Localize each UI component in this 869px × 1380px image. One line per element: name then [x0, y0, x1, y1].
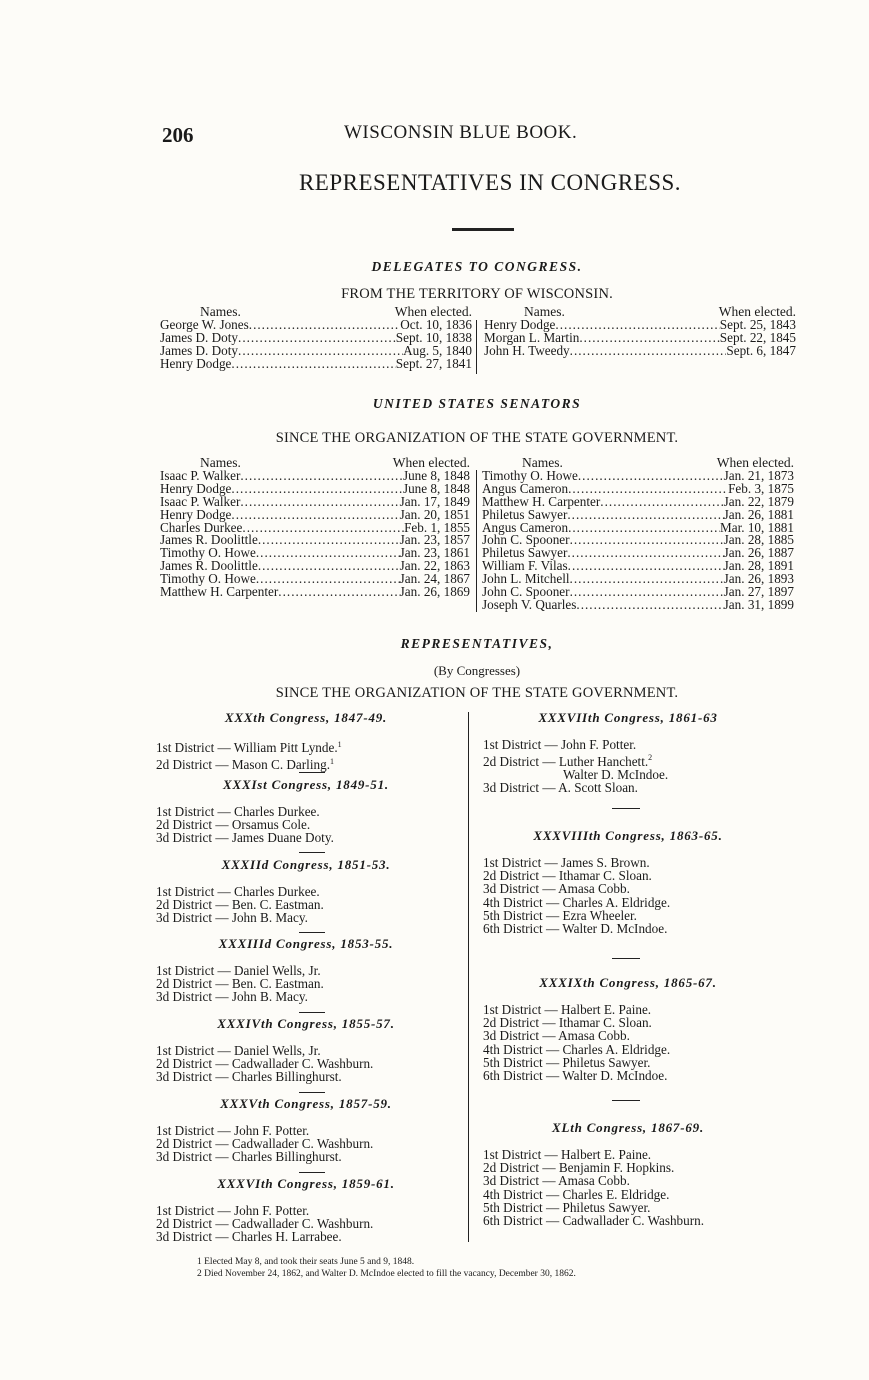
district-entry: 2d District — Ben. C. Eastman. — [156, 976, 324, 992]
entry-name: James D. Doty — [160, 342, 239, 358]
block-separator — [299, 772, 325, 773]
district-list — [483, 1003, 670, 1082]
district-entry: 2d District — Cadwallader C. Washburn. — [156, 1216, 374, 1232]
district-entry: 1st District — Daniel Wells, Jr. — [156, 1043, 321, 1058]
entry-date: Feb. 1, 1855 — [404, 519, 470, 535]
district-entry: 1st District — John F. Potter. — [156, 1203, 310, 1218]
entry-name: James R. Doolittle — [160, 532, 258, 548]
district-list — [156, 964, 324, 1004]
district-entry: 2d District — Cadwallader C. Washburn. — [156, 1056, 374, 1072]
column-divider — [476, 470, 477, 612]
congress-heading: XXXth Congress, 1847-49. — [224, 710, 388, 725]
dot-leader — [555, 319, 719, 332]
delegates-right-column — [484, 306, 796, 358]
congress-heading: XXXIXth Congress, 1865-67. — [539, 975, 717, 990]
table-row — [483, 738, 668, 751]
table-row — [483, 781, 668, 794]
entry-name: Angus Cameron — [482, 480, 569, 496]
entry-date: Jan. 24, 1867 — [399, 571, 470, 587]
dot-leader — [258, 560, 400, 573]
table-row — [483, 1188, 704, 1201]
district-entry: 4th District — Charles A. Eldridge. — [483, 894, 671, 910]
table-row — [156, 1230, 373, 1243]
district-entry: 1st District — Halbert E. Paine. — [483, 1147, 652, 1162]
dot-leader — [576, 599, 723, 612]
district-entry: 2d District — Mason C. Darling. — [156, 756, 330, 772]
list-item — [160, 355, 472, 371]
footnote-marker: 1 — [337, 740, 342, 749]
entry-name: John L. Mitchell — [482, 571, 570, 587]
dot-leader — [238, 332, 396, 345]
district-entry: 3d District — Charles Billinghurst. — [156, 1149, 342, 1165]
senators-left-column — [160, 457, 470, 599]
footnote-2: 2 Died November 24, 1862, and Walter D. McIndoe elected to fill the vacancy, December 30, 1862. — [197, 1268, 576, 1279]
delegates-right-list — [484, 316, 796, 358]
entry-name: Henry Dodge — [484, 316, 556, 332]
entry-name: Morgan L. Martin — [484, 329, 580, 345]
entry-date: Jan. 28, 1885 — [723, 532, 794, 548]
senators-left-list — [160, 467, 470, 600]
congress-heading: XXXIst Congress, 1849-51. — [223, 777, 389, 792]
entry-date: Jan. 28, 1891 — [723, 558, 794, 574]
block-separator — [299, 932, 325, 933]
col-when-label: When elected. — [392, 455, 470, 470]
district-list — [483, 738, 668, 794]
district-entry: 1st District — Charles Durkee. — [156, 884, 320, 899]
table-row — [156, 738, 342, 755]
congress-heading: XXXIVth Congress, 1855-57. — [217, 1016, 395, 1031]
footnote-1: 1 Elected May 8, and took their seats June 5 and 9, 1848. — [197, 1257, 415, 1267]
entry-date: June 8, 1848 — [402, 480, 470, 496]
entry-name: Angus Cameron — [482, 519, 569, 535]
dot-leader — [249, 319, 400, 332]
col-when-label: When elected. — [716, 455, 794, 470]
column-divider — [476, 320, 477, 374]
block-separator — [612, 958, 640, 959]
district-entry: 6th District — Cadwallader C. Washburn. — [483, 1213, 705, 1229]
entry-name: John C. Spooner — [482, 532, 570, 548]
dot-leader — [567, 509, 723, 522]
page-title: REPRESENTATIVES IN CONGRESS. — [298, 170, 682, 195]
district-list — [156, 885, 324, 925]
column-divider — [468, 712, 469, 1242]
district-entry: 3d District — A. Scott Sloan. — [483, 780, 638, 795]
entry-name: Timothy O. Howe — [160, 545, 256, 561]
district-entry: 1st District — John F. Potter. — [156, 1123, 310, 1138]
table-row — [483, 1214, 704, 1227]
district-entry: 3d District — John B. Macy. — [156, 910, 308, 926]
table-row — [483, 1174, 704, 1187]
district-entry: 1st District — Daniel Wells, Jr. — [156, 963, 321, 978]
senators-heading: UNITED STATES SENATORS — [372, 396, 582, 411]
footnote-marker: 1 — [330, 756, 334, 766]
block-separator — [612, 1100, 640, 1101]
table-row — [483, 1043, 670, 1056]
entry-date: Jan. 27, 1897 — [723, 584, 794, 600]
congress-heading: XXXIId Congress, 1851-53. — [221, 857, 391, 872]
district-entry: 1st District — James S. Brown. — [483, 855, 650, 870]
block-separator — [299, 1092, 325, 1093]
list-item — [484, 342, 796, 358]
dot-leader — [570, 345, 727, 358]
entry-date: Jan. 22, 1879 — [723, 493, 794, 509]
district-entry: 3d District — James Duane Doty. — [156, 830, 334, 846]
dot-leader — [600, 496, 723, 509]
entry-name: Henry Dodge — [160, 480, 232, 496]
congress-heading: XXXVth Congress, 1857-59. — [220, 1096, 392, 1111]
district-entry: 2d District — Ithamar C. Sloan. — [483, 1015, 652, 1031]
dot-leader — [568, 560, 724, 573]
list-item — [482, 596, 794, 612]
district-list — [156, 1044, 373, 1084]
col-when-label: When elected. — [394, 304, 472, 319]
entry-name: Philetus Sawyer — [482, 545, 568, 561]
district-list — [156, 805, 334, 845]
entry-date: Jan. 31, 1899 — [723, 596, 794, 612]
delegates-heading: DELEGATES TO CONGRESS. — [371, 259, 583, 274]
entry-date: Feb. 3, 1875 — [728, 480, 794, 496]
district-entry: 5th District — Philetus Sawyer. — [483, 1054, 651, 1070]
entry-date: Sept. 10, 1838 — [395, 329, 472, 345]
district-entry: 5th District — Ezra Wheeler. — [483, 907, 637, 923]
block-separator — [612, 808, 640, 809]
district-entry: 3d District — Charles Billinghurst. — [156, 1069, 342, 1085]
representatives-subheading: SINCE THE ORGANIZATION OF THE STATE GOVERNMENT. — [275, 685, 679, 701]
dot-leader — [256, 547, 400, 560]
senators-subheading: SINCE THE ORGANIZATION OF THE STATE GOVERNMENT. — [275, 430, 679, 446]
entry-date: Sept. 6, 1847 — [726, 342, 796, 358]
delegates-subheading: FROM THE TERRITORY OF WISCONSIN. — [341, 286, 613, 302]
entry-name: Henry Dodge — [160, 506, 232, 522]
entry-name: John C. Spooner — [482, 584, 570, 600]
running-title: WISCONSIN BLUE BOOK. — [344, 122, 578, 143]
entry-name: Timothy O. Howe — [160, 571, 256, 587]
entry-name: James D. Doty — [160, 329, 239, 345]
table-row — [483, 896, 670, 909]
footnotes — [197, 1257, 576, 1280]
entry-date: Jan. 26, 1887 — [723, 545, 794, 561]
district-entry: 6th District — Walter D. McIndoe. — [483, 1068, 668, 1084]
entry-name: John H. Tweedy — [484, 342, 570, 358]
dot-leader — [240, 470, 403, 483]
congress-heading: XXXIIId Congress, 1853-55. — [218, 936, 394, 951]
dot-leader — [231, 358, 395, 371]
table-row — [156, 831, 334, 844]
entry-name: Matthew H. Carpenter — [482, 493, 601, 509]
dot-leader — [231, 509, 399, 522]
entry-date: Jan. 23, 1857 — [399, 532, 470, 548]
entry-date: June 8, 1848 — [402, 467, 470, 483]
district-entry: 3d District — John B. Macy. — [156, 989, 308, 1005]
block-separator — [299, 852, 325, 853]
district-entry: 4th District — Charles A. Eldridge. — [483, 1041, 671, 1057]
col-names-label: Names. — [200, 304, 241, 319]
district-entry: 1st District — Charles Durkee. — [156, 804, 320, 819]
district-entry: 2d District — Ithamar C. Sloan. — [483, 868, 652, 884]
table-row — [483, 751, 668, 768]
table-row — [156, 755, 342, 772]
district-entry: 2d District — Cadwallader C. Washburn. — [156, 1136, 374, 1152]
senators-right-column — [482, 457, 794, 612]
entry-name: Isaac P. Walker — [160, 493, 241, 509]
col-names-label: Names. — [522, 455, 563, 470]
dot-leader — [579, 332, 719, 345]
delegates-left-list — [160, 316, 472, 371]
congress-heading: XXXVIth Congress, 1859-61. — [217, 1176, 395, 1191]
entry-date: Sept. 25, 1843 — [719, 316, 796, 332]
district-entry: 6th District — Walter D. McIndoe. — [483, 921, 668, 937]
table-row — [483, 922, 670, 935]
entry-date: Jan. 26, 1893 — [723, 571, 794, 587]
dot-leader — [240, 496, 399, 509]
col-when-label: When elected. — [718, 304, 796, 319]
dot-leader — [238, 345, 403, 358]
entry-name: George W. Jones — [160, 316, 249, 332]
district-entry: 2d District — Ben. C. Eastman. — [156, 897, 324, 913]
district-entry: 1st District — John F. Potter. — [483, 737, 637, 752]
entry-date: Jan. 21, 1873 — [723, 467, 794, 483]
district-entry: 5th District — Philetus Sawyer. — [483, 1199, 651, 1215]
district-list — [156, 1124, 373, 1164]
dot-leader — [242, 522, 404, 535]
entry-name: Henry Dodge — [160, 355, 232, 371]
entry-name: Matthew H. Carpenter — [160, 584, 279, 600]
district-entry: 1st District — Halbert E. Paine. — [483, 1002, 652, 1017]
entry-date: Jan. 26, 1869 — [399, 584, 470, 600]
table-row — [483, 1029, 670, 1042]
district-list — [483, 856, 670, 935]
district-entry: 3d District — Amasa Cobb. — [483, 1028, 630, 1044]
delegates-left-column — [160, 306, 472, 371]
district-list — [483, 1148, 704, 1227]
entry-date: Jan. 22, 1863 — [399, 558, 470, 574]
entry-date: Sept. 27, 1841 — [395, 355, 472, 371]
table-row — [156, 990, 324, 1003]
page-number: 206 — [162, 123, 194, 147]
dot-leader — [258, 534, 400, 547]
block-separator — [299, 1012, 325, 1013]
list-item — [160, 586, 470, 599]
district-entry: 3d District — Amasa Cobb. — [483, 1173, 630, 1189]
entry-date: Mar. 10, 1881 — [720, 519, 794, 535]
district-entry: 3d District — Amasa Cobb. — [483, 881, 630, 897]
dot-leader — [570, 586, 724, 599]
senators-right-list — [482, 467, 794, 612]
dot-leader — [570, 573, 724, 586]
col-names-label: Names. — [200, 455, 241, 470]
entry-date: Oct. 10, 1836 — [400, 316, 472, 332]
entry-name: William F. Vilas — [482, 558, 568, 574]
entry-date: Jan. 26, 1881 — [723, 506, 794, 522]
entry-name: Timothy O. Howe — [482, 467, 578, 483]
entry-date: Jan. 20, 1851 — [399, 506, 470, 522]
district-entry: 2d District — Orsamus Cole. — [156, 817, 311, 833]
table-row — [483, 882, 670, 895]
entry-name: Philetus Sawyer — [482, 506, 568, 522]
dot-leader — [568, 522, 720, 535]
table-row — [156, 1070, 373, 1083]
entry-name: Charles Durkee — [160, 519, 243, 535]
entry-name: James R. Doolittle — [160, 558, 258, 574]
dot-leader — [578, 470, 724, 483]
footnote-marker: 2 — [648, 753, 653, 763]
district-entry: Walter D. McIndoe. — [563, 766, 669, 782]
entry-date: Aug. 5, 1840 — [403, 342, 472, 358]
district-entry: 2d District — Luther Hanchett. — [483, 753, 649, 769]
district-entry: 1st District — William Pitt Lynde. — [156, 740, 338, 756]
dot-leader — [567, 547, 723, 560]
entry-name: Joseph V. Quarles — [482, 596, 577, 612]
entry-date: Jan. 17, 1849 — [399, 493, 470, 509]
district-entry: 3d District — Charles H. Larrabee. — [156, 1229, 342, 1245]
congress-heading: XXXVIIIth Congress, 1863-65. — [533, 828, 723, 843]
dot-leader — [570, 534, 724, 547]
district-list — [156, 738, 342, 771]
entry-date: Jan. 23, 1861 — [399, 545, 470, 561]
dot-leader — [278, 586, 399, 599]
block-separator — [299, 1172, 325, 1173]
congress-heading: XLth Congress, 1867-69. — [551, 1120, 705, 1135]
entry-name: Isaac P. Walker — [160, 467, 241, 483]
table-row — [483, 1069, 670, 1082]
dot-leader — [231, 483, 403, 496]
entry-date: Sept. 22, 1845 — [719, 329, 796, 345]
congress-heading: XXXVIIth Congress, 1861-63 — [538, 710, 718, 725]
by-congresses-note: (By Congresses) — [433, 663, 521, 678]
col-names-label: Names. — [524, 304, 565, 319]
table-row — [156, 1150, 373, 1163]
table-row — [156, 911, 324, 924]
district-entry: 2d District — Benjamin F. Hopkins. — [483, 1160, 675, 1176]
district-entry: 4th District — Charles E. Eldridge. — [483, 1186, 670, 1202]
representatives-heading: REPRESENTATIVES, — [400, 636, 554, 651]
title-rule — [452, 228, 514, 231]
district-list — [156, 1204, 373, 1244]
